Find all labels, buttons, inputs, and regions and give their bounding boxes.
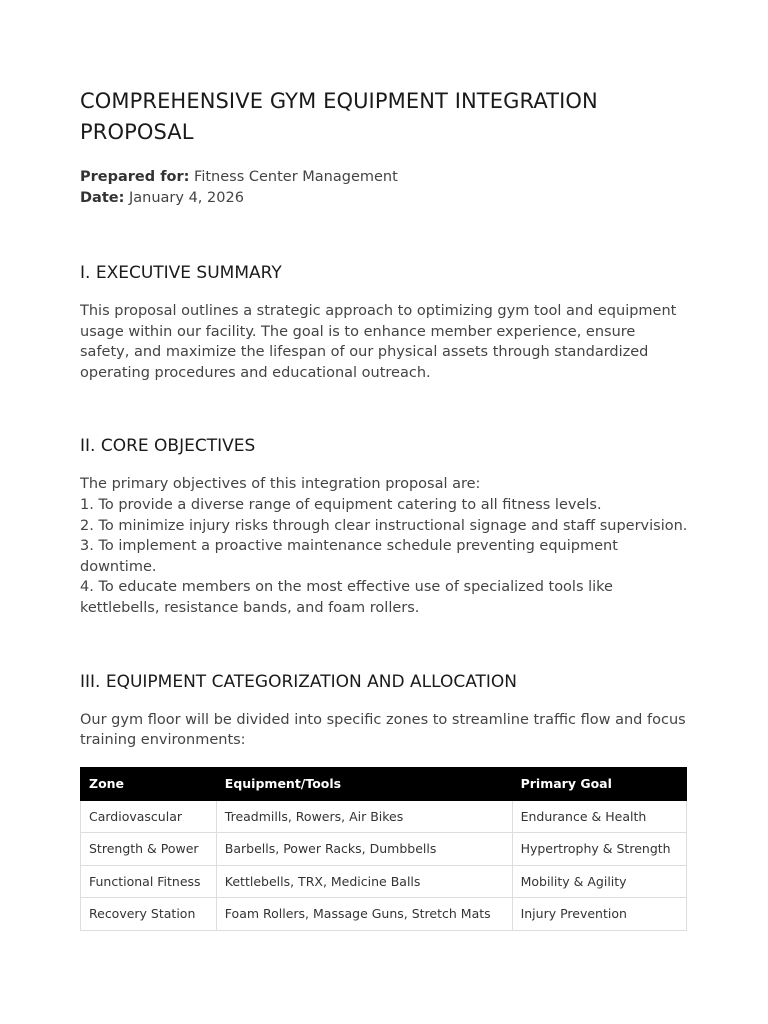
table-row (81, 898, 687, 931)
core-objectives-intro: The primary objectives of this integration proposal are: (80, 476, 481, 493)
core-objectives-body (80, 474, 688, 618)
goal-cell: Mobility & Agility (512, 865, 686, 898)
date-label: Date: (80, 189, 125, 206)
objective-item: 3. To implement a proactive maintenance schedule preventing equipment downtime. (80, 538, 618, 575)
column-header-equipment: Equipment/Tools (216, 767, 512, 800)
objective-item: 4. To educate members on the most effective use of specialized tools like kettlebells, resistance bands, and foam rollers. (80, 579, 613, 616)
prepared-for-label: Prepared for: (80, 169, 190, 185)
equipment-cell: Treadmills, Rowers, Air Bikes (216, 800, 512, 833)
zone-cell: Cardiovascular (81, 800, 217, 833)
date-value: January 4, 2026 (129, 189, 244, 206)
table-row (81, 833, 687, 866)
column-header-zone: Zone (81, 767, 217, 800)
prepared-for-value: Fitness Center Management (194, 169, 398, 185)
objective-item: 1. To provide a diverse range of equipment catering to all fitness levels. (80, 496, 602, 513)
zone-cell: Functional Fitness (81, 865, 217, 898)
core-objectives-heading: II. CORE OBJECTIVES (80, 436, 256, 457)
equipment-cell: Kettlebells, TRX, Medicine Balls (216, 865, 512, 898)
equipment-heading: III. EQUIPMENT CATEGORIZATION AND ALLOCATION (80, 671, 517, 692)
goal-cell: Endurance & Health (512, 800, 686, 833)
table-row (81, 865, 687, 898)
zone-cell: Strength & Power (81, 833, 217, 866)
goal-cell: Injury Prevention (512, 898, 686, 931)
zone-cell: Recovery Station (81, 898, 217, 931)
prepared-for-line (80, 167, 688, 188)
goal-cell: Hypertrophy & Strength (512, 833, 686, 866)
table-header-row (81, 767, 687, 800)
objective-item: 2. To minimize injury risks through clear instructional signage and staff supervision. (80, 517, 688, 534)
date-line (80, 188, 688, 209)
equipment-cell: Barbells, Power Racks, Dumbbells (216, 833, 512, 866)
zones-table (80, 767, 687, 931)
equipment-intro: Our gym floor will be divided into specific zones to streamline traffic flow and focus training environments: (80, 711, 686, 749)
executive-summary-body: This proposal outlines a strategic approach to optimizing gym tool and equipment usage within our facility. The goal is to enhance member experience, ensure safety, and maximize the lifespan of our physical assets through standardized operating procedures and educational outreach. (80, 303, 677, 381)
executive-summary-heading: I. EXECUTIVE SUMMARY (80, 263, 282, 283)
table-row (81, 800, 687, 833)
document-title: COMPREHENSIVE GYM EQUIPMENT INTEGRATION PROPOSAL (80, 89, 598, 144)
column-header-goal: Primary Goal (512, 767, 686, 800)
equipment-cell: Foam Rollers, Massage Guns, Stretch Mats (216, 898, 512, 931)
document-meta (80, 167, 688, 208)
